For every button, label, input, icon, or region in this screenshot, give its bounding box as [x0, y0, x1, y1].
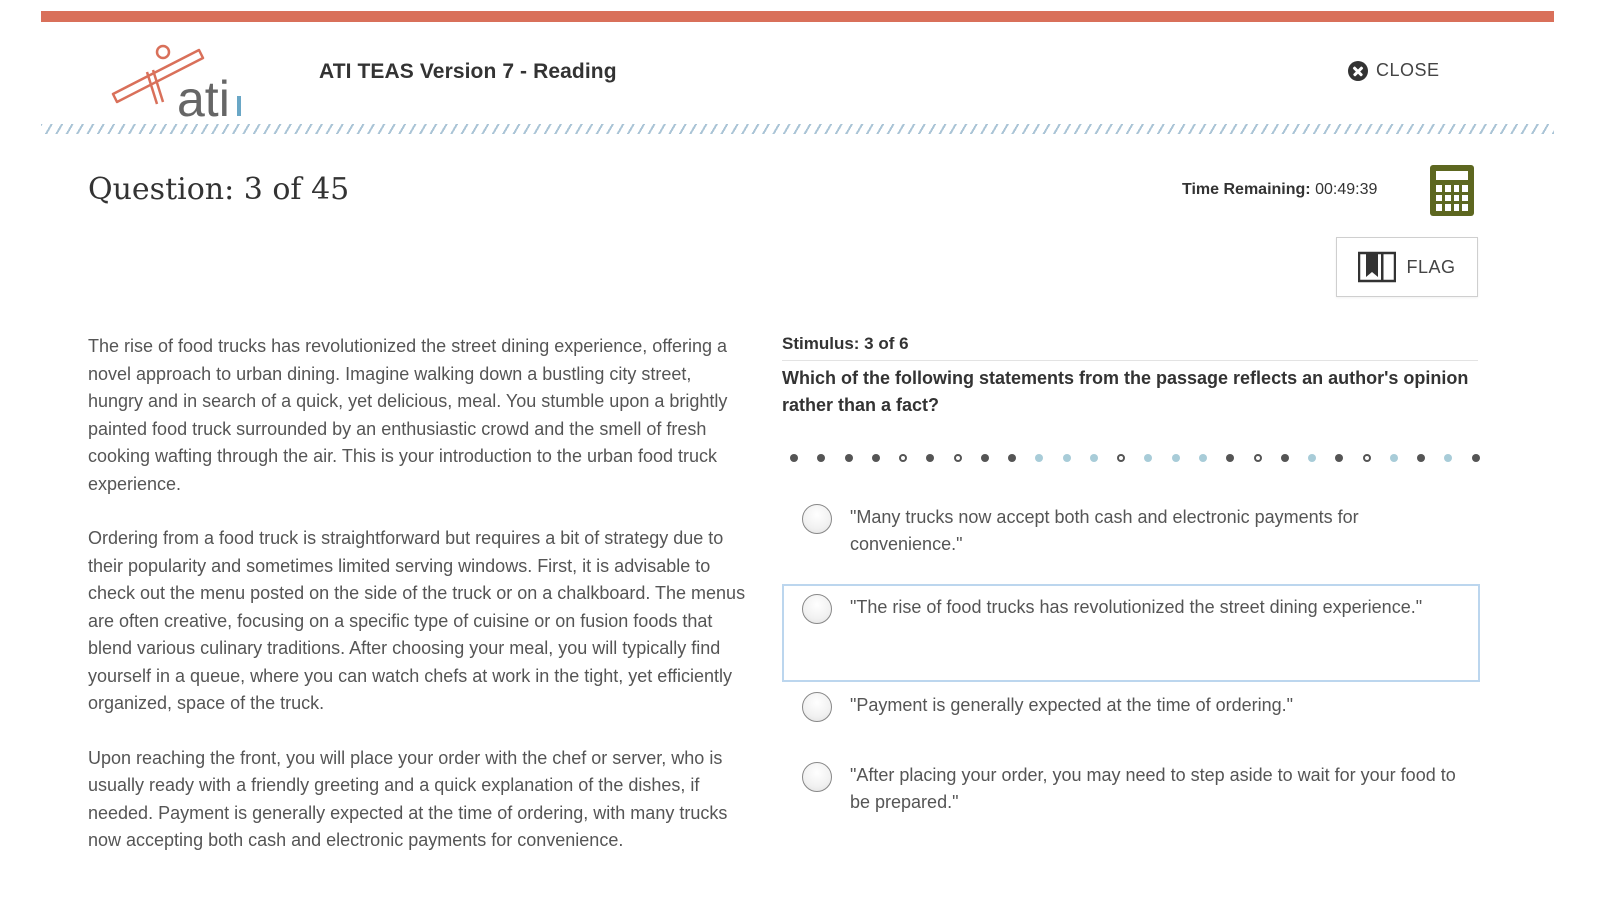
flag-label: FLAG: [1406, 256, 1456, 277]
passage-paragraph: Upon reaching the front, you will place your order with the chef or server, who is usually ready with a friendly greeting and a quick explanation of the dishes, if needed. Payment is generally expected at the time of ordering, with many trucks now accepting both cash and electronic payments for convenience.: [88, 747, 728, 850]
answer-text: "Many trucks now accept both cash and electronic payments for convenience.": [850, 507, 1359, 554]
close-icon: [1348, 61, 1368, 81]
bookmark-flag-icon: [1358, 251, 1396, 283]
time-value: 00:49:39: [1315, 181, 1378, 198]
passage-paragraph: Ordering from a food truck is straightforward but requires a bit of strategy due to their popularity and sometimes limited serving windows. First, it is advisable to check out the menu posted on the side of the truck or on a chalkboard. The menus are often creative, focusing on a specific type of cuisine or on fusion foods that blend various culinary traditions. After choosing your meal, you will typically find yourself in a queue, where you can watch chefs at work in the tight, yet efficiently organized, space of the truck.: [88, 528, 746, 713]
radio-button[interactable]: [802, 504, 832, 534]
question-panel: [782, 334, 1478, 419]
progress-dot[interactable]: [845, 454, 853, 462]
progress-dot[interactable]: [899, 454, 907, 462]
ati-logo-icon: [111, 42, 251, 122]
progress-dot[interactable]: [1444, 454, 1452, 462]
progress-dot[interactable]: [1117, 454, 1125, 462]
progress-dot[interactable]: [1144, 454, 1152, 462]
passage-paragraph: The rise of food trucks has revolutionized the street dining experience, offering a novel approach to urban dining. Imagine walking down a bustling city street, hungry and in search of a quick, yet delicious, meal. You stumble upon a brightly painted food truck surrounded by an enthusiastic crowd and the smell of fresh cooking wafting through the air. This is your introduction to the urban food truck experience.: [88, 336, 728, 494]
progress-dot[interactable]: [1417, 454, 1425, 462]
flag-button[interactable]: [1336, 237, 1478, 297]
answer-option-d[interactable]: [782, 752, 1480, 832]
progress-dot[interactable]: [981, 454, 989, 462]
answer-text: "After placing your order, you may need to step aside to wait for your food to be prepared.": [850, 765, 1456, 812]
app-header: [41, 22, 1554, 130]
progress-dot[interactable]: [1199, 454, 1207, 462]
logo-wordmark: ati: [177, 71, 230, 122]
answer-text: "The rise of food trucks has revolutionized the street dining experience.": [850, 597, 1423, 617]
progress-dot[interactable]: [1008, 454, 1016, 462]
radio-button[interactable]: [802, 762, 832, 792]
progress-dot[interactable]: [926, 454, 934, 462]
header-divider: [41, 124, 1554, 134]
progress-dot[interactable]: [1308, 454, 1316, 462]
close-button[interactable]: [1348, 60, 1440, 81]
answer-option-b[interactable]: [782, 584, 1480, 682]
progress-dot[interactable]: [954, 454, 962, 462]
calculator-icon[interactable]: [1430, 165, 1474, 216]
answer-options: [782, 494, 1480, 832]
close-label: CLOSE: [1376, 60, 1440, 80]
stimulus-label: Stimulus: 3 of 6: [782, 334, 1478, 361]
progress-dots: [790, 452, 1480, 464]
progress-dot[interactable]: [790, 454, 798, 462]
progress-dot[interactable]: [1335, 454, 1343, 462]
progress-dot[interactable]: [1363, 454, 1371, 462]
progress-dot[interactable]: [872, 454, 880, 462]
answer-option-a[interactable]: [782, 494, 1480, 584]
time-remaining: [1182, 181, 1377, 199]
radio-button[interactable]: [802, 692, 832, 722]
question-number: Question: 3 of 45: [88, 172, 350, 207]
progress-dot[interactable]: [1172, 454, 1180, 462]
progress-dot[interactable]: [1281, 454, 1289, 462]
progress-dot[interactable]: [1090, 454, 1098, 462]
ati-logo: [111, 42, 251, 122]
question-stem: Which of the following statements from the passage reflects an author's opinion rather than a fact?: [782, 368, 1469, 415]
answer-option-c[interactable]: [782, 682, 1480, 752]
progress-dot[interactable]: [817, 454, 825, 462]
reading-passage: [88, 333, 748, 882]
app-title: ATI TEAS Version 7 - Reading: [319, 60, 617, 83]
progress-dot[interactable]: [1226, 454, 1234, 462]
radio-button[interactable]: [802, 594, 832, 624]
progress-dot[interactable]: [1254, 454, 1262, 462]
progress-dot[interactable]: [1035, 454, 1043, 462]
progress-dot[interactable]: [1472, 454, 1480, 462]
accent-bar: [41, 11, 1554, 22]
answer-text: "Payment is generally expected at the time of ordering.": [850, 695, 1294, 715]
progress-dot[interactable]: [1390, 454, 1398, 462]
progress-dot[interactable]: [1063, 454, 1071, 462]
time-label: Time Remaining:: [1182, 181, 1311, 198]
